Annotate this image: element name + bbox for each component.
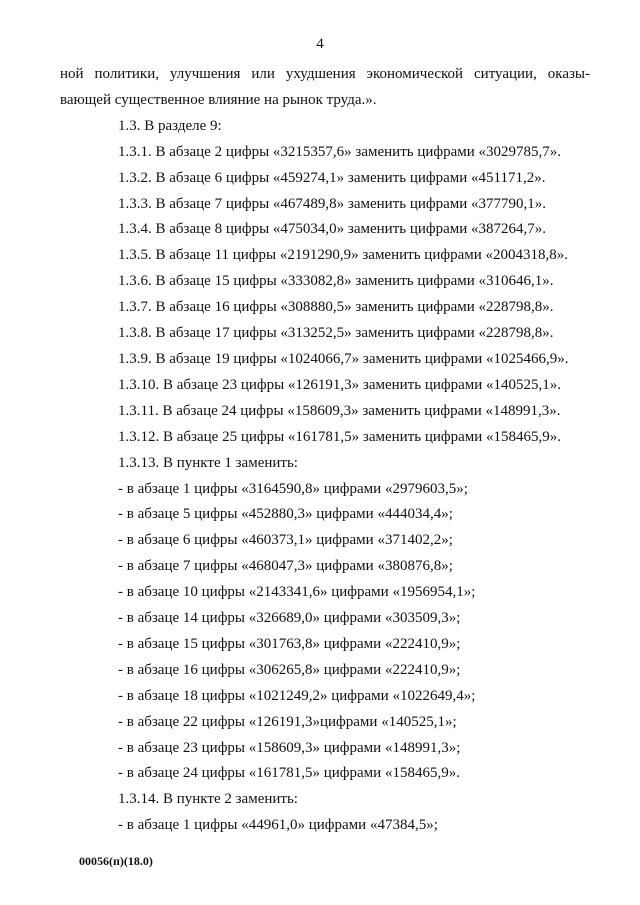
amendment-item: 1.3.2. В абзаце 6 цифры «459274,1» заменить цифрами «451171,2». [118,169,546,186]
amendment-subitem: - в абзаце 16 цифры «306265,8» цифрами «222410,9»; [118,661,461,678]
paragraph-line: вающей существенное влияние на рынок труда.». [60,91,377,108]
amendment-item: 1.3.10. В абзаце 23 цифры «126191,3» заменить цифрами «140525,1». [118,376,562,393]
amendment-item: 1.3.11. В абзаце 24 цифры «158609,3» заменить цифрами «148991,3». [118,402,561,419]
amendment-subitem: - в абзаце 23 цифры «158609,3» цифрами «148991,3»; [118,739,461,756]
page-number: 4 [316,36,324,52]
amendment-subitem: - в абзаце 18 цифры «1021249,2» цифрами «1022649,4»; [118,687,476,704]
amendment-subitem: - в абзаце 6 цифры «460373,1» цифрами «371402,2»; [118,532,453,549]
amendment-item: 1.3.1. В абзаце 2 цифры «3215357,6» заменить цифрами «3029785,7». [118,143,562,160]
amendment-subitem: - в абзаце 1 цифры «44961,0» цифрами «47384,5»; [118,817,438,834]
amendment-item: 1.3.14. В пункте 2 заменить: [118,791,298,808]
amendment-subitem: - в абзаце 22 цифры «126191,3»цифрами «140525,1»; [118,713,457,730]
amendment-item: 1.3.8. В абзаце 17 цифры «313252,5» заменить цифрами «228798,8». [118,325,554,342]
amendment-item: 1.3.9. В абзаце 19 цифры «1024066,7» заменить цифрами «1025466,9». [118,350,569,367]
amendment-item: 1.3.4. В абзаце 8 цифры «475034,0» заменить цифрами «387264,7». [118,221,547,238]
document-body [60,62,590,839]
amendment-subitem: - в абзаце 1 цифры «3164590,8» цифрами «2979603,5»; [118,480,468,497]
section-heading: 1.3. В разделе 9: [118,117,222,134]
amendment-item: 1.3.5. В абзаце 11 цифры «2191290,9» заменить цифрами «2004318,8». [118,247,568,264]
amendment-subitem: - в абзаце 5 цифры «452880,3» цифрами «444034,4»; [118,506,453,523]
amendment-item: 1.3.12. В абзаце 25 цифры «161781,5» заменить цифрами «158465,9». [118,428,562,445]
amendment-subitem: - в абзаце 14 цифры «326689,0» цифрами «303509,3»; [118,610,461,627]
amendment-subitem: - в абзаце 15 цифры «301763,8» цифрами «222410,9»; [118,635,461,652]
amendment-subitem: - в абзаце 7 цифры «468047,3» цифрами «380876,8»; [118,558,453,575]
amendment-item: 1.3.3. В абзаце 7 цифры «467489,8» заменить цифрами «377790,1». [118,195,547,212]
paragraph-line: ной политики, улучшения или ухудшения экономической ситуации, оказы- [60,66,590,82]
amendment-item: 1.3.13. В пункте 1 заменить: [118,454,298,471]
amendment-item: 1.3.6. В абзаце 15 цифры «333082,8» заменить цифрами «310646,1». [118,273,554,290]
amendment-subitem: - в абзаце 10 цифры «2143341,6» цифрами «1956954,1»; [118,584,476,601]
amendment-item: 1.3.7. В абзаце 16 цифры «308880,5» заменить цифрами «228798,8». [118,299,554,316]
amendment-subitem: - в абзаце 24 цифры «161781,5» цифрами «158465,9». [118,765,460,782]
document-code: 00056(п)(18.0) [79,854,153,868]
